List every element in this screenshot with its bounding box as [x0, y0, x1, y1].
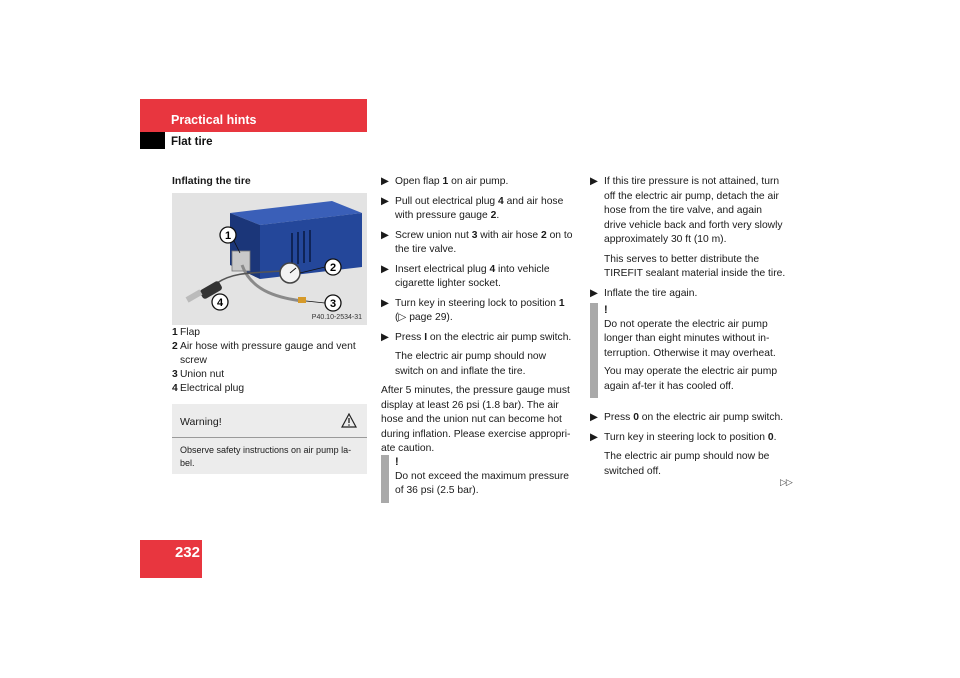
instruction-step: ▶ Pull out electrical plug 4 and air hose with pressure gauge 2.	[381, 195, 564, 221]
header-marker	[140, 132, 165, 149]
legend-item: 1 Flap	[172, 327, 201, 338]
arrow-icon: ▶	[590, 431, 598, 443]
warning-box	[172, 404, 367, 474]
instruction-step: ▶ Screw union nut 3 with air hose 2 on to the tire valve.	[381, 229, 573, 255]
caution-text: Do not operate the electric air pump longer than eight minutes without in-terruption. Otherwise it may overheat.	[604, 318, 776, 359]
arrow-icon: ▶	[381, 331, 389, 343]
figure-legend	[172, 326, 368, 396]
callout-4: 4	[216, 297, 224, 309]
caution-note	[590, 303, 786, 398]
legend-item: 4 Electrical plug	[172, 383, 245, 394]
column-3	[590, 175, 786, 306]
instruction-step: ▶ Turn key in steering lock to position 0.	[590, 431, 786, 446]
callout-2: 2	[329, 262, 337, 274]
section-subtitle: Flat tire	[171, 136, 213, 148]
page-number: 232	[174, 544, 200, 561]
step-result: The electric air pump should now switch on and inflate the tire.	[395, 351, 547, 377]
arrow-icon: ▶	[381, 195, 389, 207]
column-2	[381, 175, 577, 462]
arrow-icon: ▶	[590, 287, 598, 299]
callout-3: 3	[329, 298, 337, 310]
caution-mark-icon: !	[395, 456, 399, 468]
air-pump-figure	[172, 193, 367, 325]
instruction-step: ▶ Press I on the electric air pump switch.	[381, 331, 577, 346]
continued-icon: ▷▷	[780, 477, 792, 487]
instruction-step: ▶ If this tire pressure is not attained, turn off the electric air pump, detach the air hose from the tire valve, and again drive vehicle back and forth very slowly approximately 30 ft (10 m).	[590, 176, 783, 245]
warning-triangle-icon	[341, 413, 357, 428]
arrow-icon: ▶	[381, 229, 389, 241]
arrow-icon: ▶	[590, 176, 598, 187]
step-result: This serves to better distribute the TIREFIT sealant material inside the tire.	[604, 253, 786, 279]
instruction-step: ▶ Insert electrical plug 4 into vehicle cigarette lighter socket.	[381, 263, 550, 289]
section-heading: Inflating the tire	[172, 175, 251, 187]
air-pump-illustration	[172, 193, 367, 325]
legend-item: 2 Air hose with pressure gauge and vent screw	[172, 341, 356, 366]
legend-item: 3 Union nut	[172, 369, 225, 380]
instruction-step: ▶ Open flap 1 on air pump.	[381, 175, 577, 190]
column-3-continued	[590, 411, 786, 484]
instruction-step: ▶ Turn key in steering lock to position 1 (▷ page 29).	[381, 297, 565, 323]
arrow-icon: ▶	[381, 263, 389, 275]
warning-divider	[172, 437, 367, 438]
caution-note	[381, 455, 577, 503]
body-paragraph: After 5 minutes, the pressure gauge must display at least 26 psi (1.8 bar). The air hose and the union nut can become hot during inflation. Please exercise appropri-ate caution.	[381, 385, 571, 454]
arrow-icon: ▶	[590, 412, 598, 423]
figure-code: P40.10-2534-31	[311, 314, 362, 321]
caution-text: You may operate the electric air pump again af-ter it has cooled off.	[604, 366, 778, 392]
instruction-step: ▶ Press 0 on the electric air pump switch.	[590, 411, 786, 426]
arrow-icon: ▶	[381, 176, 389, 187]
arrow-icon: ▶	[381, 297, 389, 309]
caution-mark-icon: !	[604, 304, 608, 316]
instruction-step: ▶ Inflate the tire again.	[590, 287, 786, 302]
caution-text: Do not exceed the maximum pressure of 36 psi (2.5 bar).	[395, 470, 569, 496]
chapter-title: Practical hints	[171, 113, 257, 127]
warning-title: Warning!	[180, 416, 222, 428]
warning-text: Observe safety instructions on air pump la-bel.	[180, 445, 352, 468]
callout-1: 1	[224, 230, 232, 242]
step-result: The electric air pump should now be switched off.	[604, 451, 770, 477]
